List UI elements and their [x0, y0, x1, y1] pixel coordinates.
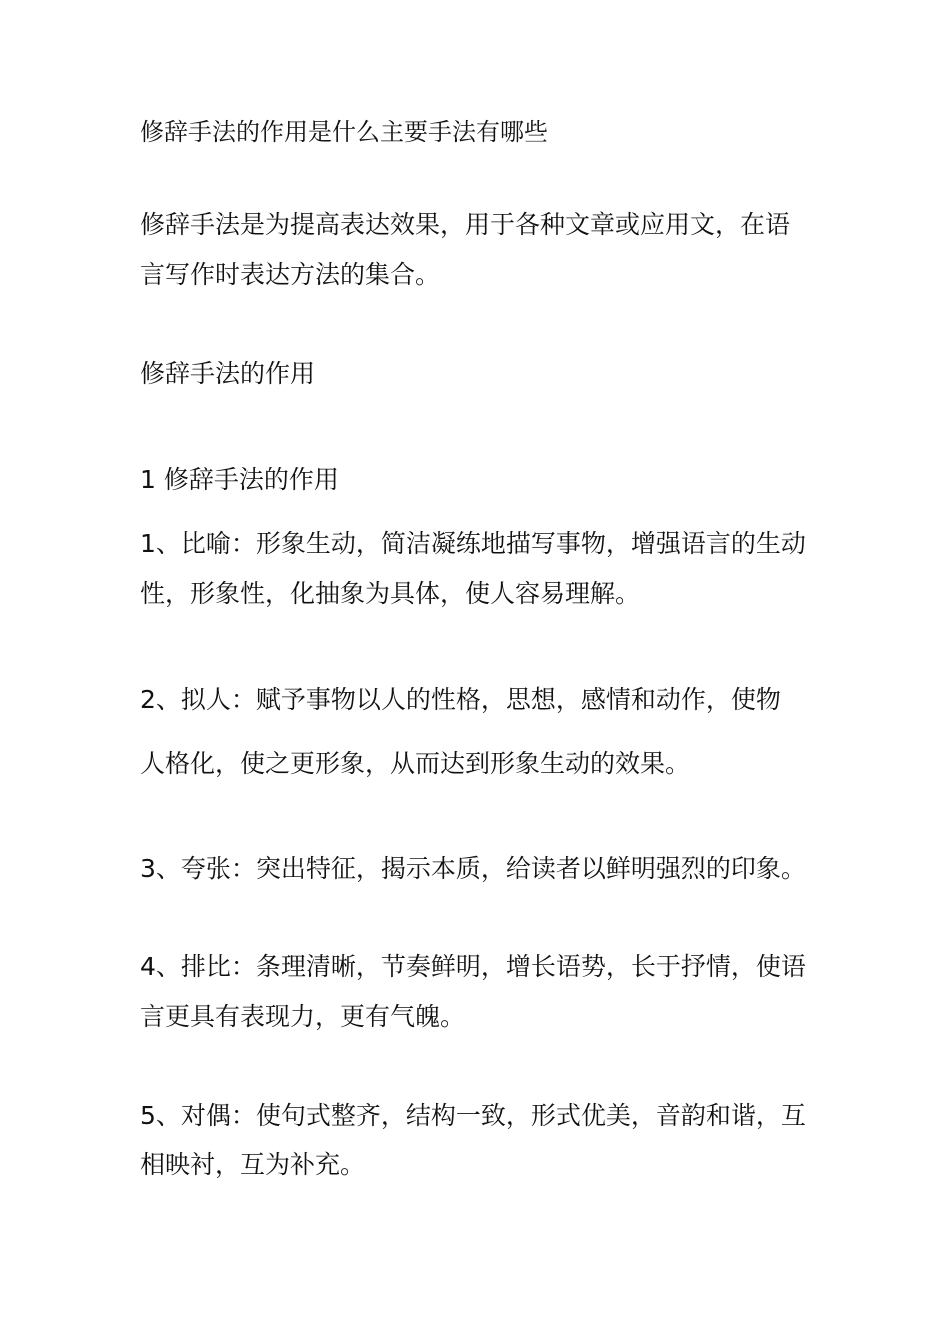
item-4-line-2: 言更具有表现力，更有气魄。 — [140, 1002, 466, 1031]
item-1-line-1: 1、比喻：形象生动，简洁凝练地描写事物，增强语言的生动 — [140, 529, 806, 558]
item-4-line-1: 4、排比：条理清晰，节奏鲜明，增长语势，长于抒情，使语 — [140, 952, 806, 981]
item-2-line-1: 2、拟人：赋予事物以人的性格，思想，感情和动作，使物 — [140, 685, 781, 714]
item-1-line-2: 性，形象性，化抽象为具体，使人容易理解。 — [140, 579, 641, 608]
item-3-line-1: 3、夸张：突出特征，揭示本质，给读者以鲜明强烈的印象。 — [140, 854, 806, 883]
item-2-line-2: 人格化，使之更形象，从而达到形象生动的效果。 — [140, 749, 691, 778]
intro-line-2: 言写作时表达方法的集合。 — [140, 260, 441, 289]
item-5-line-1: 5、对偶：使句式整齐，结构一致，形式优美，音韵和谐，互 — [140, 1101, 806, 1130]
section-heading: 修辞手法的作用 — [140, 359, 316, 388]
intro-line-1: 修辞手法是为提高表达效果，用于各种文章或应用文，在语 — [140, 210, 791, 239]
item-5-line-2: 相映衬，互为补充。 — [140, 1150, 366, 1179]
document-title: 修辞手法的作用是什么主要手法有哪些 — [140, 118, 548, 146]
subheading: 1 修辞手法的作用 — [140, 465, 339, 494]
